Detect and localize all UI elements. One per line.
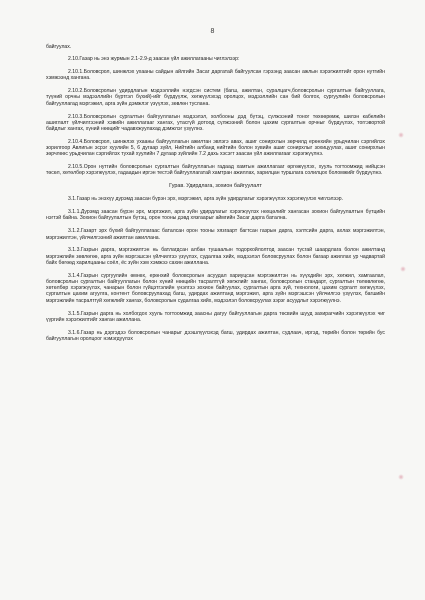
- paragraph: 3.1.5.Газрын дарга нь холбогдох хууль тогтоомжид заасны дагуу байгууллагын дарга төсвийн шууд захирагчийн хэрэгжүүлэх чиг үүргийн хэрэгжилтийг ханган ажиллана.: [46, 310, 385, 323]
- paragraph: 2.10.2.Боловсролын удирдлагын мэдээллийн нэгдсэн систем (багш, ажилтан, суралцагч,боловсролын сургалтын байгууллага, түүний орчны мэдээллийн бүртгэл бүхий)-ийг бүрдүүлж, хөгжүүлэхэд оролцох, мэдээллийн сан бий болгох, сургуулийн боловсролын байгууллагад мэргэжил, арга зүйн дэмжлэг үзүүлэх, зөвлөн туслана.: [46, 88, 385, 107]
- paragraph: 3.1.3.Газрын дарга, мэргэжилтэн нь батлагдсан албан тушаалын тодорхойлолтод заасан тусгай шаардлага болон ажилтанд мэргэжлийн зөвлөгөө, арга зүйн мэргэшсэн үйлчилгээ үзүүлэх, судалгаа хийх, мэдээлэл боловсруулах болон багаар ажиллах ур чадвартай байх бөгөөд харилцааны соёл, ёс зүйн хэм хэмжээ сахин ажиллана.: [46, 247, 385, 266]
- paragraph: 2.10.1.Боловсрол, шинжлэх ухааны сайдын айлгийн Засаг даргатай байгуулсан гэрээнд заасан ажлын хэрэгжилтийг орон нутгийн хэмжээнд хангана.: [46, 69, 385, 82]
- paragraph: 2.10.Газар нь энэ журмын 2.1-2.9-д заасан үйл ажиллагааны чиглэлээр:: [68, 56, 240, 63]
- paragraph: байгуулах.: [46, 44, 72, 50]
- stamp-mark: [398, 132, 404, 138]
- paragraph: 3.1.2.Газарт эрх бүхий байгууллагаас баталсан орон тооны хязгаарт багтсан газрын дарга, хэлтсийн дарга, ахлах мэргэжилтэн, мэргэжилтэн, үйлчилгээний ажилтан ажиллана.: [46, 228, 385, 241]
- paragraph: 3.1.4.Газрын сургуулийн өмнөх, ерөнхий боловсролын асуудал хариуцсан мэргэжилтэн нь хүүхдийн эрх, хөгжил, хамгаалал, боловсролын сургалтын байгууллагын болон хүний нөөцийн тасралтгүй хөгжлийг хангах, боловсролын стандарт, сургалтын төлөвлөгөө, хөтөлбөр хэрэгжүүлэх, чанарын болон гүйцэтгэлийн үнэлгээ зохион байгуулах, сургалтын арга зүй, технологи, цахим сургалт хөгжүүлэх, сургалтын цахим агуулга, контент боловсруулахад багш, удирдах ажилтанд мэргэжил, арга зүйн мэргэшсэн үйлчилгээ үзүүлэх, багшийн мэргэжлийн тасралтгүй хөгжлийг хангах, боловсролын судалгаа хийх, мэдээлэл боловсруулах зэрэг асуудлыг хэрэгжүүлнэ.: [46, 272, 385, 304]
- document-body: [46, 44, 385, 342]
- page-number: 8: [210, 28, 215, 35]
- paragraph: 2.10.4.Боловсрол, шинжлэх ухааны байгууллагын ажилтан эвлэгэ авах, ашиг сонирхлын зөрчилд ерөнхийн урьдчилан сэргийлэх зорилгоор Авлигын эсрэг хуулийн 5, 6 дугаар зүйл, Нийтийн албанд нийтийн болон хувийн ашиг сонирхлыг зохицуулах, ашиг сонирхлын зөрчлөөс урьдчилан сэргийлэх тухай хуулийн 7 дугаар зүйлийн 7.2 дахь хэсэгт заасан үйл ажиллагааг хэрэгжүүлнэ.: [46, 138, 385, 158]
- section-heading: Гурав. Удирдлага, зохион байгуулалт: [169, 183, 262, 190]
- paragraph: 3.1.1.Дүрэмд заасан бүрэн эрх, мэргэжил, арга зүйн удирдлагыг хэрэгжүүлэх нөхцөлийг хангасан зохион байгуулалтын бүтцийн нэгтэй байна. Зохион байгуулалтын бүтэц, орон тооны дэвд хязгаарыг аймгийн Засаг дарга батална.: [46, 209, 385, 222]
- paragraph: 3.1.Газар нь энэхүү дүрэмд заасан бүрэн эрх, мэргэжил, арга зүйн удирдлагыг хэрэгжүүлэх хэрэгжүүлэх чиглэлээр.: [68, 196, 344, 203]
- paragraph: 3.1.6.Газар нь дэргэдээ боловсролын чанарыг дээшлүүлэхэд багш, удирдах ажилтан, судлаач, иргэд, төрийн болон төрийн бус байгууллагын оролцоог нэмэгдүүлэх: [46, 329, 385, 342]
- stamp-mark: [398, 474, 404, 480]
- stamp-mark: [400, 266, 406, 272]
- paragraph: 2.10.5.Орон нутгийн боловсролын сургалтын байгууллагын гадаад хамтын ажиллагааг өргөжүүлэх, хууль тогтоомжид нийцсэн төсөл, хөтөлбөр хэрэгжүүлэх, гадаадын иргэн тестэй байгууллагатай хамтран ажиллах, харилцан туршлага солилцох боломжийг бүрдүүлнэ.: [46, 164, 385, 177]
- paragraph: 2.10.3.Боловсролын сургалтын байгууллагын мэдээлэл, холбооны дэд бүтэц, сүлжээний тоног төхөөрөмж, шилэн кабелийн ашиглалт үйлчилгээний хэвийн ажиллагааг хангах, утасгүй дотоод сүлжээний болон цахим сургалтын орчныг бүрдүүлэх, тоггэвортой байдлыг хангах, хүний нөөцийг чадавхжуулахад дэмжлэг үзүүлнэ.: [46, 113, 385, 133]
